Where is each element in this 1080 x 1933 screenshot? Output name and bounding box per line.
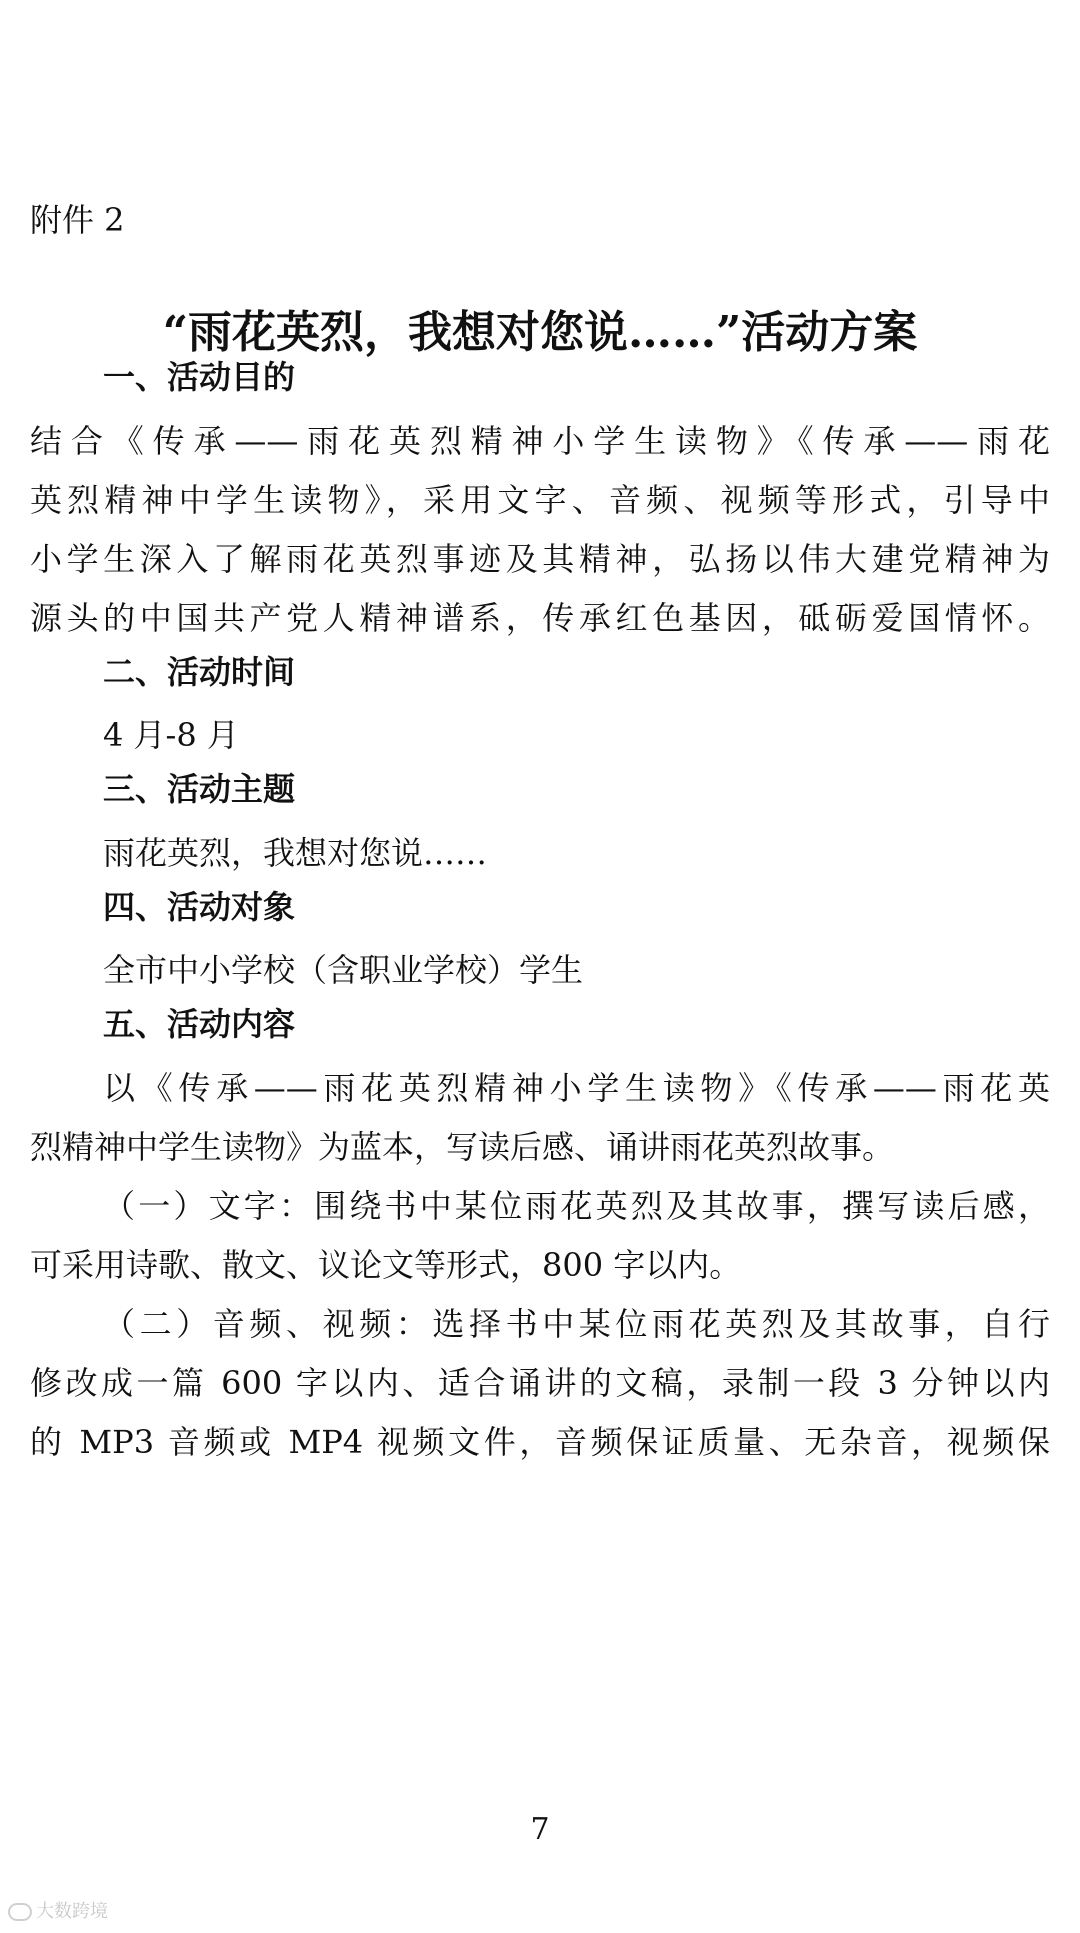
content-item-text: （一）文字：围绕书中某位雨花英烈及其故事，撰写读后感， bbox=[103, 1187, 1050, 1225]
section-heading-content: 五、活动内容 bbox=[103, 1004, 296, 1043]
body-line: 小学生深入了解雨花英烈事迹及其精神，弘扬以伟大建党精神为 bbox=[30, 540, 1050, 578]
body-line: 修改成一篇 600 字以内、适合诵讲的文稿，录制一段 3 分钟以内 bbox=[30, 1364, 1050, 1402]
activity-participants-value: 全市中小学校（含职业学校）学生 bbox=[103, 951, 584, 989]
body-line: 源头的中国共产党人精神谱系，传承红色基因，砥砺爱国情怀。 bbox=[30, 599, 1050, 637]
watermark-text: 大数跨境 bbox=[36, 1901, 108, 1922]
body-line: 烈精神中学生读物》为蓝本，写读后感、诵讲雨花英烈故事。 bbox=[30, 1128, 895, 1166]
section-heading-purpose: 一、活动目的 bbox=[103, 357, 296, 396]
attachment-label: 附件 2 bbox=[30, 201, 125, 239]
section-heading-time: 二、活动时间 bbox=[103, 652, 296, 691]
activity-time-value: 4 月-8 月 bbox=[103, 716, 239, 754]
document-title: “雨花英烈，我想对您说……”活动方案 bbox=[162, 307, 918, 359]
watermark bbox=[8, 1900, 108, 1924]
content-item-media: （二）音频、视频：选择书中某位雨花英烈及其故事，自行 bbox=[103, 1305, 1050, 1343]
page-number: 7 bbox=[530, 1812, 550, 1847]
watermark-logo-icon bbox=[8, 1903, 32, 1921]
body-line: 以《传承——雨花英烈精神小学生读物》《传承——雨花英 bbox=[103, 1069, 1050, 1107]
body-line: 英烈精神中学生读物》，采用文字、音频、视频等形式，引导中 bbox=[30, 481, 1050, 519]
activity-theme-value: 雨花英烈，我想对您说…… bbox=[103, 834, 488, 872]
section-heading-participants: 四、活动对象 bbox=[103, 887, 296, 926]
body-line: 结合《传承——雨花英烈精神小学生读物》《传承——雨花 bbox=[30, 422, 1050, 460]
body-line: 的 MP3 音频或 MP4 视频文件，音频保证质量、无杂音，视频保 bbox=[30, 1423, 1050, 1461]
body-line: 可采用诗歌、散文、议论文等形式，800 字以内。 bbox=[30, 1246, 742, 1284]
section-heading-theme: 三、活动主题 bbox=[103, 769, 296, 808]
